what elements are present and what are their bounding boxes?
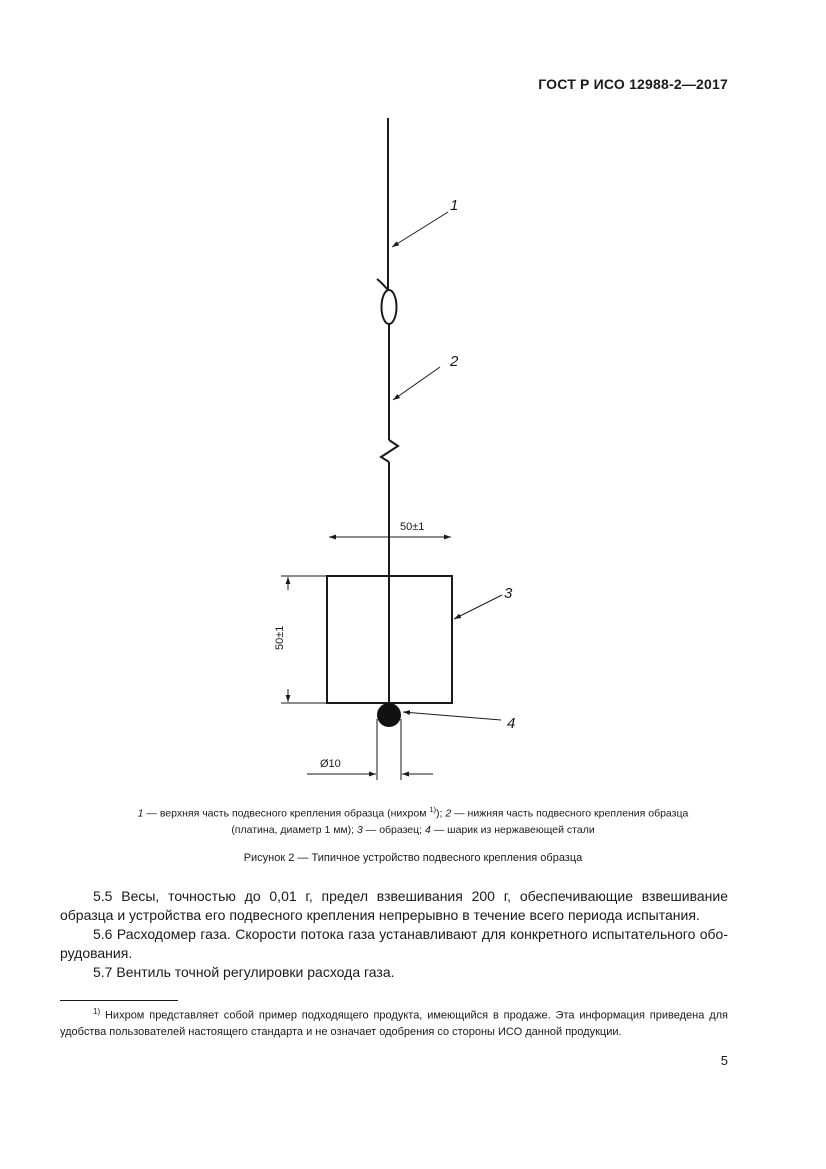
- clause-5-5: 5.5 Весы, точностью до 0,01 г, предел взвешивания 200 г, обеспечивающие взвешивание образца и устройства его подвесного крепления непрерывно в течение всего периода испытания.: [60, 888, 728, 923]
- leader-3: [454, 595, 502, 619]
- standard-code-header: ГОСТ Р ИСО 12988-2—2017: [538, 76, 728, 92]
- callout-3: 3: [504, 585, 513, 602]
- callout-2: 2: [450, 353, 459, 370]
- width-dimension-label: 50±1: [400, 521, 425, 533]
- legend-text-3: — образец;: [362, 823, 425, 836]
- legend-text-1: — верхняя часть подвесного крепления образца (нихром: [143, 807, 430, 820]
- legend-line-2: [90, 822, 736, 838]
- footnote-marker: 1): [93, 1007, 101, 1016]
- ball-diameter-label: Ø10: [320, 758, 341, 770]
- figure-legend: [90, 802, 736, 838]
- callout-4: 4: [507, 715, 516, 732]
- leader-2: [393, 367, 440, 400]
- clause-5-6: 5.6 Расходомер газа. Скорости потока газа устанавливают для конкретного испытательного оборудования.: [60, 926, 728, 961]
- footnote: [60, 1004, 728, 1040]
- clause-5-7: 5.7 Вентиль точной регулировки расхода газа.: [93, 964, 395, 980]
- legend-text-2b: (платина, диаметр 1 мм);: [231, 823, 358, 836]
- callout-1: 1: [450, 197, 459, 214]
- leader-1: [392, 212, 448, 247]
- legend-num-3: 3: [357, 823, 363, 836]
- legend-num-1: 1: [137, 807, 144, 820]
- footnote-text: Нихром представляет собой пример подходящего продукта, имеющийся в продаже. Эта информация приведена для удобства пользователей настоящего стандарта и не означает одобрения со стороны ИСО данной продукции.: [60, 1009, 728, 1038]
- height-dimension-label: 50±1: [274, 625, 286, 650]
- legend-num-2: 2: [445, 807, 452, 820]
- legend-num-4: 4: [425, 823, 431, 836]
- steel-ball: [377, 703, 401, 727]
- body-text: [60, 887, 728, 982]
- legend-text-1-end: );: [436, 807, 446, 820]
- wire-break-symbol: [381, 440, 398, 462]
- footnote-ref[interactable]: 1): [429, 805, 437, 814]
- wire-loop: [382, 290, 397, 324]
- legend-text-2: — нижняя часть подвесного крепления образца: [451, 807, 689, 820]
- wire-hook: [377, 279, 388, 290]
- figure-caption: Рисунок 2 — Типичное устройство подвесного крепления образца: [243, 852, 583, 864]
- legend-text-4: — шарик из нержавеющей стали: [430, 823, 595, 836]
- legend-line-1: [90, 802, 736, 822]
- footnote-separator: [60, 1000, 178, 1001]
- page-number: 5: [720, 1053, 728, 1068]
- leader-4: [403, 712, 501, 720]
